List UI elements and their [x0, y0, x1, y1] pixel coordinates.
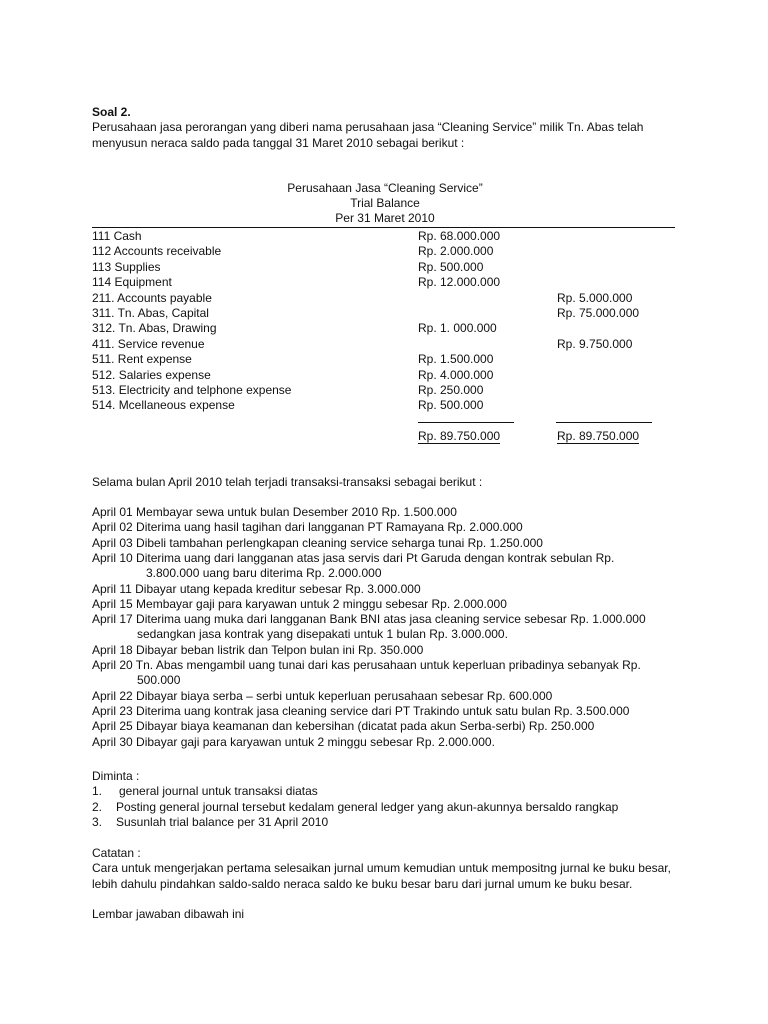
tb-account: 211. Accounts payable: [92, 290, 212, 305]
transaction-line: April 23 Diterima uang kontrak jasa cleaning service dari PT Trakindo untuk satu bulan Rp. 3.500.000: [92, 703, 630, 718]
tb-heading-date: Per 31 Maret 2010: [335, 211, 435, 225]
transaction-line: sedangkan jasa kontrak yang disepakati untuk 1 bulan Rp. 3.000.000.: [137, 627, 508, 642]
transactions-intro: Selama bulan April 2010 telah terjadi transaksi-transaksi sebagai berikut :: [92, 475, 483, 489]
tb-account: 112 Accounts receivable: [92, 244, 222, 259]
tb-credit: Rp. 9.750.000: [557, 336, 633, 351]
transaction-line: April 11 Dibayar utang kepada kreditur sebesar Rp. 3.000.000: [92, 581, 421, 596]
tb-account: 513. Electricity and telphone expense: [92, 383, 292, 397]
transaction-line: April 03 Dibeli tambahan perlengkapan cleaning service seharga tunai Rp. 1.250.000: [92, 535, 543, 550]
tb-debit: Rp. 2.000.000: [418, 244, 494, 259]
transaction-line: April 17 Diterima uang muka dari langganan Bank BNI atas jasa cleaning service sebesar Rp. 1.000.000: [92, 612, 646, 627]
tb-total-credit: Rp. 89.750.000: [557, 429, 640, 443]
transaction-line: April 10 Diterima uang dari langganan atas jasa servis dari Pt Garuda dengan kontrak sebulan Rp.: [92, 550, 615, 565]
transaction-line: April 02 Diterima uang hasil tagihan dari langganan PT Ramayana Rp. 2.000.000: [92, 520, 523, 535]
tb-debit: Rp. 68.000.000: [418, 229, 501, 243]
tb-top-rule: [92, 227, 675, 228]
transaction-line: April 30 Dibayar gaji para karyawan untuk 2 minggu sebesar Rp. 2.000.000.: [92, 734, 495, 749]
tb-account: 511. Rent expense: [92, 352, 192, 367]
tb-debit: Rp. 12.000.000: [418, 275, 501, 290]
intro-line: Perusahaan jasa perorangan yang diberi nama perusahaan jasa “Cleaning Service” milik Tn. Abas telah: [92, 120, 644, 134]
transaction-line: April 20 Tn. Abas mengambil uang tunai dari kas perusahaan untuk keperluan pribadinya sebanyak Rp.: [92, 658, 641, 672]
tb-debit: Rp. 500.000: [418, 259, 484, 274]
tb-account: 312. Tn. Abas, Drawing: [92, 321, 217, 336]
transaction-line: April 15 Membayar gaji para karyawan untuk 2 minggu sebesar Rp. 2.000.000: [92, 596, 507, 611]
diminta-item-number: 1.: [92, 784, 103, 798]
diminta-item-text: general journal untuk transaksi diatas: [119, 784, 318, 798]
tb-account: 114 Equipment: [92, 275, 172, 290]
tb-debit: Rp. 250.000: [418, 383, 484, 397]
tb-account: 113 Supplies: [92, 259, 161, 274]
catatan-line: Cara untuk mengerjakan pertama selesaikan jurnal umum kemudian untuk mempositng jurnal ke buku besar,: [92, 861, 671, 875]
transaction-line: 3.800.000 uang baru diterima Rp. 2.000.000: [146, 566, 382, 581]
catatan-line: lebih dahulu pindahkan saldo-saldo neraca saldo ke buku besar baru dari jurnal umum ke buku besar.: [92, 877, 633, 891]
footer-note: Lembar jawaban dibawah ini: [92, 907, 245, 921]
diminta-item-text: Posting general journal tersebut kedalam general ledger yang akun-akunnya bersaldo rangkap: [116, 799, 619, 814]
tb-debit-rule: [418, 422, 514, 423]
diminta-item-number: 2.: [92, 799, 103, 814]
tb-total-debit: Rp. 89.750.000: [418, 429, 501, 443]
diminta-label: Diminta :: [92, 769, 140, 783]
transaction-line: April 01 Membayar sewa untuk bulan Desember 2010 Rp. 1.500.000: [92, 505, 457, 519]
catatan-label: Catatan :: [92, 846, 141, 860]
transaction-line: April 25 Dibayar biaya keamanan dan kebersihan (dicatat pada akun Serba-serbi) Rp. 250.000: [92, 719, 595, 734]
tb-account: 111 Cash: [92, 229, 142, 243]
transaction-line: April 18 Dibayar beban listrik dan Telpon bulan ini Rp. 350.000: [92, 642, 424, 657]
diminta-item-number: 3.: [92, 815, 103, 829]
tb-debit: Rp. 1.500.000: [418, 352, 494, 367]
transaction-line: April 22 Dibayar biaya serba – serbi untuk keperluan perusahaan sebesar Rp. 600.000: [92, 688, 553, 703]
tb-account: 512. Salaries expense: [92, 367, 211, 382]
tb-debit: Rp. 500.000: [418, 398, 484, 413]
tb-heading-company: Perusahaan Jasa “Cleaning Service”: [287, 181, 483, 195]
transaction-line: 500.000: [137, 673, 181, 688]
tb-credit-rule: [556, 422, 652, 423]
tb-debit: Rp. 4.000.000: [418, 367, 494, 382]
intro-line: menyusun neraca saldo pada tanggal 31 Maret 2010 sebagai berikut :: [92, 136, 465, 150]
tb-account: 311. Tn. Abas, Capital: [92, 306, 209, 320]
tb-account: 411. Service revenue: [92, 336, 205, 351]
diminta-item-text: Susunlah trial balance per 31 April 2010: [116, 815, 329, 829]
page-title: Soal 2.: [92, 105, 131, 119]
tb-debit: Rp. 1. 000.000: [418, 321, 497, 336]
tb-credit: Rp. 5.000.000: [557, 290, 633, 305]
tb-credit: Rp. 75.000.000: [557, 306, 640, 320]
tb-heading-title: Trial Balance: [350, 196, 420, 210]
tb-account: 514. Mcellaneous expense: [92, 398, 235, 413]
